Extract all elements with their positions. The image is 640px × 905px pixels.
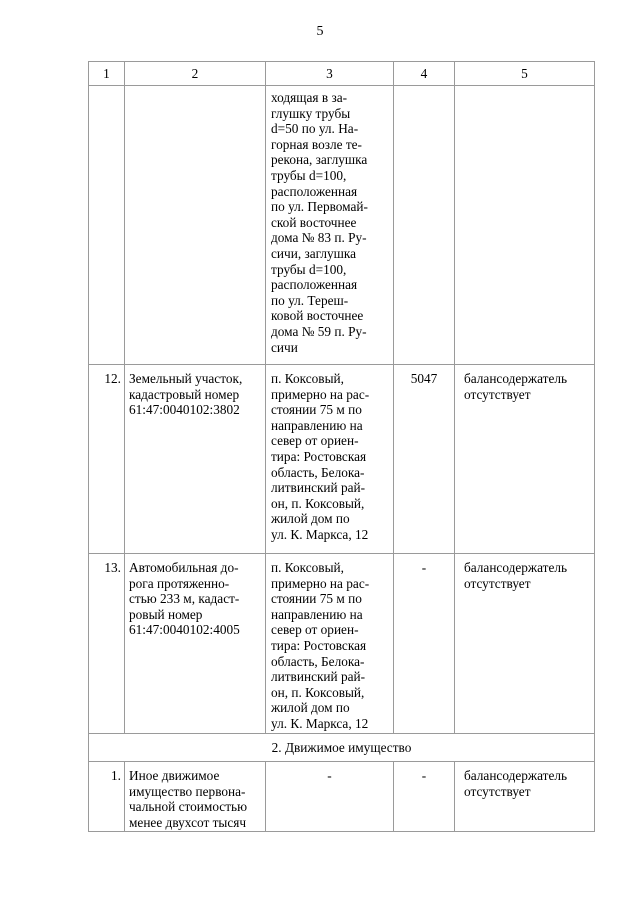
header-cell: 1 xyxy=(89,62,125,86)
text-line: балансодержатель xyxy=(464,768,568,783)
text-line: 61:47:0040102:3802 xyxy=(129,402,240,418)
text-line: отсутствует xyxy=(464,783,531,799)
text-line: литвинский рай- xyxy=(271,480,366,496)
text-line: он, п. Коксовый, xyxy=(271,495,365,511)
text-line: отсутствует xyxy=(464,575,531,591)
text-line: дома № 83 п. Ру- xyxy=(271,230,367,246)
text-line: литвинский рай- xyxy=(271,669,366,685)
text-line: 61:47:0040102:4005 xyxy=(129,622,240,638)
text-line: кадастровый номер xyxy=(129,386,240,402)
text-line: сичи, заглушка xyxy=(271,245,357,261)
holder-cell xyxy=(455,365,595,554)
text-line: расположенная xyxy=(271,277,358,293)
text-line: ковой восточнее xyxy=(271,308,364,324)
text-line: Автомобильная до- xyxy=(129,560,239,575)
text-line: рога протяженно- xyxy=(129,575,230,591)
property-name-cell xyxy=(125,365,266,554)
text-line: примерно на рас- xyxy=(271,386,370,402)
text-line: тира: Ростовская xyxy=(271,637,367,653)
text-line: сичи xyxy=(271,339,298,355)
section-title: 2. Движимое имущество xyxy=(89,734,595,762)
text-line: по ул. Тереш- xyxy=(271,292,349,308)
text-line: направлению на xyxy=(271,606,363,622)
text-line: ходящая в за- xyxy=(271,90,348,105)
text-line: п. Коксовый, xyxy=(271,371,344,386)
area-cell: - xyxy=(394,762,455,832)
address-cell xyxy=(266,365,394,554)
text-line: направлению на xyxy=(271,417,363,433)
property-table xyxy=(88,61,595,832)
text-line: расположенная xyxy=(271,183,358,199)
table-row xyxy=(89,762,595,832)
text-line: примерно на рас- xyxy=(271,575,370,591)
address-cell: - xyxy=(266,762,394,832)
text-line: стоянии 75 м по xyxy=(271,402,362,418)
text-line: трубы d=100, xyxy=(271,261,347,277)
table-row xyxy=(89,86,595,365)
text-line: он, п. Коксовый, xyxy=(271,684,365,700)
text-line: тира: Ростовская xyxy=(271,448,367,464)
table-row xyxy=(89,365,595,554)
page-number: 5 xyxy=(316,24,324,39)
table-header-row xyxy=(89,62,595,86)
property-name-cell xyxy=(125,554,266,734)
address-cell xyxy=(266,554,394,734)
section-header-row xyxy=(89,734,595,762)
header-cell: 2 xyxy=(125,62,266,86)
text-line: отсутствует xyxy=(464,386,531,402)
text-line: Земельный участок, xyxy=(129,371,243,386)
text-line: север от ориен- xyxy=(271,433,359,449)
area-cell: - xyxy=(394,554,455,734)
text-line: жилой дом по xyxy=(271,511,350,527)
text-line: п. Коксовый, xyxy=(271,560,344,575)
text-line: Иное движимое xyxy=(129,768,220,783)
text-line: ровый номер xyxy=(129,606,203,622)
table-row xyxy=(89,554,595,734)
address-cell xyxy=(266,86,394,365)
text-line: ул. К. Маркса, 12 xyxy=(271,715,369,731)
text-line: север от ориен- xyxy=(271,622,359,638)
area-cell: 5047 xyxy=(394,365,455,554)
text-line: по ул. Первомай- xyxy=(271,199,368,215)
text-line: имущество первона- xyxy=(129,783,246,799)
text-line: дома № 59 п. Ру- xyxy=(271,323,367,339)
row-number: 12. xyxy=(89,365,125,554)
text-line: стоянии 75 м по xyxy=(271,591,362,607)
text-line: балансодержатель xyxy=(464,371,568,386)
holder-cell xyxy=(455,554,595,734)
holder-cell xyxy=(455,762,595,832)
header-cell: 3 xyxy=(266,62,394,86)
text-line: стью 233 м, кадаст- xyxy=(129,591,240,607)
text-line: рекона, заглушка xyxy=(271,152,368,168)
text-line: ул. К. Маркса, 12 xyxy=(271,526,369,542)
text-line: трубы d=100, xyxy=(271,167,347,183)
text-line: чальной стоимостью xyxy=(129,799,248,815)
text-line: область, Белока- xyxy=(271,653,365,669)
row-number: 13. xyxy=(89,554,125,734)
text-line: балансодержатель xyxy=(464,560,568,575)
text-line: жилой дом по xyxy=(271,700,350,716)
text-line: менее двухсот тысяч xyxy=(129,814,247,830)
text-line: d=50 по ул. На- xyxy=(271,121,359,137)
text-line: глушку трубы xyxy=(271,105,351,121)
text-line: область, Белока- xyxy=(271,464,365,480)
header-cell: 4 xyxy=(394,62,455,86)
header-cell: 5 xyxy=(455,62,595,86)
text-line: ской восточнее xyxy=(271,214,357,230)
property-name-cell xyxy=(125,762,266,832)
text-line: горная возле те- xyxy=(271,136,362,152)
row-number: 1. xyxy=(89,762,125,832)
